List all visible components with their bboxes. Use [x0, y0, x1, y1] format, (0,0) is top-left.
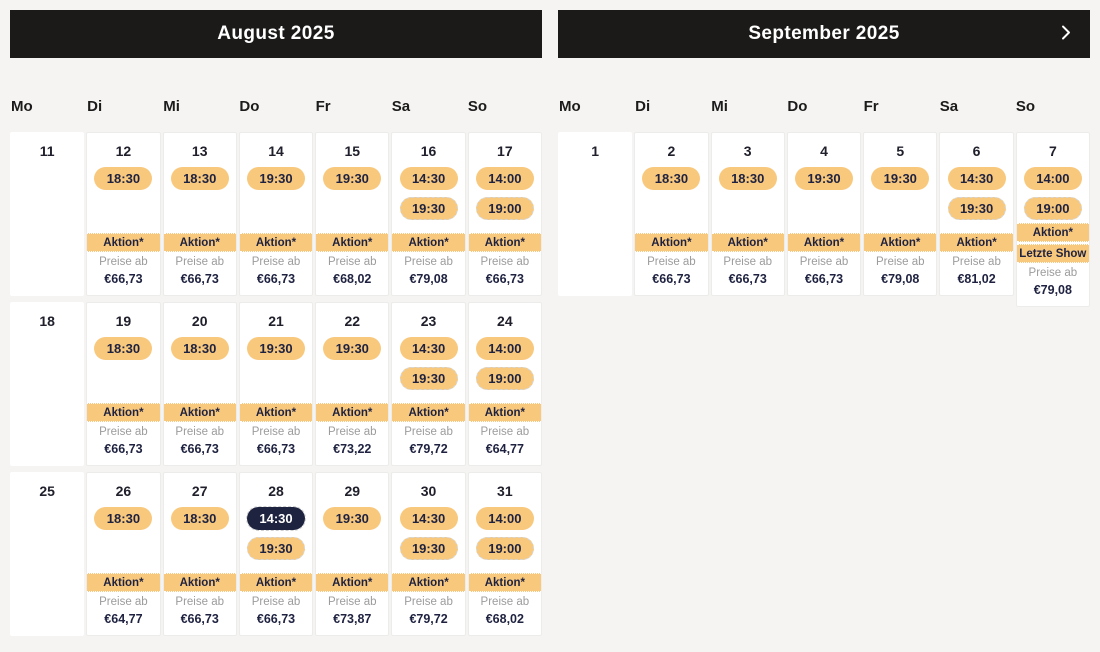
- showtime-pill[interactable]: 19:00: [476, 197, 534, 220]
- price-value: €66,73: [652, 272, 691, 286]
- aktion-badge: Aktion*: [164, 573, 236, 592]
- showtime-pill[interactable]: 18:30: [94, 337, 152, 360]
- badge-area: [940, 233, 1012, 295]
- aktion-badge: Aktion*: [940, 233, 1012, 252]
- date-label: 2: [667, 143, 676, 159]
- price-from-label: Preise ab: [327, 596, 377, 608]
- month-panel: [558, 10, 1090, 636]
- aktion-badge: Aktion*: [240, 573, 312, 592]
- price-value: €66,73: [256, 442, 296, 456]
- date-label: 12: [115, 143, 132, 159]
- badge-area: [87, 573, 159, 635]
- price-from-label: Preise ab: [723, 256, 772, 268]
- day-header-mo: Mo: [11, 98, 33, 115]
- date-label: 30: [420, 483, 437, 499]
- price-value: €64,77: [104, 612, 143, 626]
- date-label: 23: [420, 313, 437, 329]
- aktion-badge: Aktion*: [469, 403, 541, 422]
- calendar-cell: [239, 132, 313, 296]
- price-from-label: Preise ab: [251, 426, 301, 438]
- date-label: 15: [344, 143, 361, 159]
- showtime-pill[interactable]: 19:30: [323, 167, 381, 190]
- showtime-pill[interactable]: 14:00: [476, 507, 534, 530]
- day-header-sa: Sa: [391, 98, 411, 115]
- price-from-label: Preise ab: [404, 426, 453, 438]
- price-value: €66,73: [728, 272, 767, 286]
- showtime-pill[interactable]: 14:00: [476, 337, 534, 360]
- aktion-badge: Aktion*: [1017, 223, 1089, 242]
- date-label: 16: [420, 143, 437, 159]
- showtime-pill[interactable]: 19:30: [247, 167, 305, 190]
- price-value: €64,77: [485, 442, 524, 456]
- date-label: 19: [115, 313, 132, 329]
- price-value: €66,73: [104, 272, 143, 286]
- badge-area: [87, 233, 159, 295]
- calendar-cell-empty: [10, 132, 84, 296]
- calendar-cell-empty: [10, 302, 84, 466]
- showtime-pill[interactable]: 14:00: [1024, 167, 1082, 190]
- price-from-label: Preise ab: [175, 256, 224, 268]
- calendar-cell: [391, 132, 465, 296]
- showtime-pill[interactable]: 14:30: [400, 337, 458, 360]
- badge-area: [392, 573, 464, 635]
- showtime-pill[interactable]: 18:30: [171, 337, 229, 360]
- price-from-label: Preise ab: [799, 256, 849, 268]
- showtime-pill[interactable]: 14:30: [400, 167, 458, 190]
- showtime-pill[interactable]: 14:00: [476, 167, 534, 190]
- price-value: €66,73: [485, 272, 524, 286]
- badge-area: [469, 573, 541, 635]
- date-label: 11: [39, 143, 55, 159]
- calendar-cell: [86, 472, 160, 636]
- aktion-badge: Aktion*: [87, 573, 159, 592]
- price-from-label: Preise ab: [952, 256, 1001, 268]
- date-label: 25: [39, 483, 55, 499]
- badge-area: [316, 573, 388, 635]
- price-from-label: Preise ab: [251, 256, 301, 268]
- date-label: 4: [820, 143, 828, 159]
- date-label: 3: [743, 143, 752, 159]
- aktion-badge: Aktion*: [392, 233, 464, 252]
- badge-area: [469, 233, 541, 295]
- badge-area: [469, 403, 541, 465]
- badge-area: [392, 233, 464, 295]
- calendar-cell: [163, 132, 237, 296]
- badge-area: [164, 573, 236, 635]
- calendar-cell: [1016, 132, 1090, 307]
- calendar-cell: [787, 132, 861, 296]
- price-from-label: Preise ab: [327, 426, 377, 438]
- badge-area: [240, 573, 312, 635]
- day-header-so: So: [467, 98, 488, 115]
- price-from-label: Preise ab: [647, 256, 696, 268]
- badge-area: [316, 403, 388, 465]
- price-value: €81,02: [957, 272, 996, 286]
- showtime-pill[interactable]: 19:30: [400, 537, 458, 560]
- price-value: €66,73: [180, 272, 219, 286]
- showtime-pill[interactable]: 19:30: [400, 197, 458, 220]
- showtime-pill[interactable]: 14:30: [948, 167, 1006, 190]
- calendar-cell: [315, 132, 389, 296]
- badge-area: [240, 403, 312, 465]
- calendar-cell: [86, 302, 160, 466]
- calendar-cell: [468, 302, 542, 466]
- price-value: €66,73: [104, 442, 143, 456]
- badge-area: [864, 233, 936, 295]
- badge-area: [240, 233, 312, 295]
- day-header-di: Di: [87, 98, 103, 115]
- date-label: 5: [896, 143, 905, 159]
- aktion-badge: Aktion*: [164, 403, 236, 422]
- aktion-badge: Aktion*: [240, 233, 312, 252]
- date-label: 20: [191, 313, 208, 329]
- badge-area: [316, 233, 388, 295]
- day-header-do: Do: [239, 98, 260, 115]
- calendar-cell: [939, 132, 1013, 296]
- calendar-cell: [239, 472, 313, 636]
- calendar-cell: [634, 132, 708, 296]
- price-value: €66,73: [180, 442, 219, 456]
- price-from-label: Preise ab: [99, 256, 148, 268]
- date-label: 21: [268, 313, 284, 329]
- showtime-pill[interactable]: 19:30: [247, 537, 305, 560]
- price-from-label: Preise ab: [327, 256, 377, 268]
- calendar-cell: [315, 302, 389, 466]
- calendar-cell: [163, 472, 237, 636]
- price-value: €68,02: [485, 612, 524, 626]
- month-header: [10, 10, 542, 58]
- month-header: [558, 10, 1090, 58]
- aktion-badge: Aktion*: [392, 573, 464, 592]
- day-header-row: [10, 98, 542, 115]
- price-from-label: Preise ab: [1028, 267, 1078, 279]
- calendar-cell: [468, 472, 542, 636]
- price-from-label: Preise ab: [404, 256, 453, 268]
- showtime-pill[interactable]: 14:30: [400, 507, 458, 530]
- date-label: 26: [115, 483, 132, 499]
- price-value: €79,08: [881, 272, 920, 286]
- month-panel: [10, 10, 542, 636]
- badge-area: [635, 233, 707, 295]
- day-header-row: [558, 98, 1090, 115]
- showtime-pill[interactable]: 19:30: [795, 167, 853, 190]
- chevron-right-icon: [1057, 24, 1075, 45]
- showtime-pill[interactable]: 18:30: [94, 167, 152, 190]
- showtime-pill[interactable]: 19:30: [323, 507, 381, 530]
- date-label: 18: [39, 313, 55, 329]
- price-from-label: Preise ab: [175, 596, 224, 608]
- calendar-cell: [391, 302, 465, 466]
- date-label: 27: [191, 483, 208, 499]
- showtime-pill[interactable]: 19:00: [1024, 197, 1082, 220]
- aktion-badge: Aktion*: [864, 233, 936, 252]
- price-value: €66,73: [180, 612, 219, 626]
- aktion-badge: Aktion*: [788, 233, 860, 252]
- next-month-button[interactable]: [1055, 22, 1077, 47]
- calendar-cell: [239, 302, 313, 466]
- price-from-label: Preise ab: [480, 426, 530, 438]
- date-label: 14: [268, 143, 284, 159]
- price-value: €68,02: [333, 272, 372, 286]
- badge-area: [87, 403, 159, 465]
- badge-area: [788, 233, 860, 295]
- aktion-badge: Aktion*: [635, 233, 707, 252]
- aktion-badge: Aktion*: [87, 233, 159, 252]
- day-header-fr: Fr: [315, 98, 331, 115]
- date-label: 1: [591, 143, 600, 159]
- date-label: 24: [497, 313, 513, 329]
- day-header-di: Di: [635, 98, 651, 115]
- calendar-grid: [10, 132, 542, 636]
- day-header-mo: Mo: [559, 98, 581, 115]
- day-header-do: Do: [787, 98, 808, 115]
- price-value: €79,08: [1033, 283, 1072, 297]
- showtime-pill[interactable]: 18:30: [642, 167, 700, 190]
- aktion-badge: Aktion*: [469, 573, 541, 592]
- price-value: €66,73: [804, 272, 844, 286]
- price-value: €73,22: [333, 442, 372, 456]
- price-from-label: Preise ab: [875, 256, 925, 268]
- showtime-pill[interactable]: 19:30: [247, 337, 305, 360]
- date-label: 28: [268, 483, 284, 499]
- badge-area: [164, 233, 236, 295]
- aktion-badge: Aktion*: [316, 573, 388, 592]
- calendar-cell: [315, 472, 389, 636]
- calendar-cell: [711, 132, 785, 296]
- day-header-mi: Mi: [711, 98, 728, 115]
- showtime-pill[interactable]: 19:30: [400, 367, 458, 390]
- price-from-label: Preise ab: [99, 426, 148, 438]
- day-header-fr: Fr: [863, 98, 879, 115]
- showtime-pill[interactable]: 18:30: [171, 507, 229, 530]
- price-value: €73,87: [333, 612, 372, 626]
- month-title: September 2025: [748, 23, 900, 44]
- calendar-grid: [558, 132, 1090, 307]
- calendar-cell: [468, 132, 542, 296]
- showtime-pill[interactable]: 18:30: [171, 167, 229, 190]
- aktion-badge: Aktion*: [87, 403, 159, 422]
- showtime-pill[interactable]: 19:30: [871, 167, 929, 190]
- calendar-cell: [163, 302, 237, 466]
- price-from-label: Preise ab: [480, 596, 530, 608]
- letzte-show-badge: Letzte Show: [1017, 244, 1089, 263]
- badge-area: [1017, 223, 1089, 306]
- date-label: 22: [344, 313, 361, 329]
- calendar-cell: [863, 132, 937, 296]
- day-header-mi: Mi: [163, 98, 180, 115]
- date-label: 31: [497, 483, 513, 499]
- aktion-badge: Aktion*: [392, 403, 464, 422]
- showtime-pill[interactable]: 19:30: [323, 337, 381, 360]
- price-value: €79,08: [409, 272, 448, 286]
- badge-area: [712, 233, 784, 295]
- date-label: 29: [344, 483, 361, 499]
- price-from-label: Preise ab: [251, 596, 301, 608]
- badge-area: [164, 403, 236, 465]
- showtime-pill-selected[interactable]: 14:30: [247, 507, 305, 530]
- date-label: 13: [191, 143, 208, 159]
- showtime-pill[interactable]: 19:00: [476, 367, 534, 390]
- price-value: €79,72: [409, 612, 448, 626]
- price-from-label: Preise ab: [404, 596, 453, 608]
- price-value: €79,72: [409, 442, 448, 456]
- price-from-label: Preise ab: [480, 256, 530, 268]
- aktion-badge: Aktion*: [316, 233, 388, 252]
- price-value: €66,73: [256, 272, 296, 286]
- showtime-pill[interactable]: 18:30: [94, 507, 152, 530]
- badge-area: [392, 403, 464, 465]
- calendar-cell: [391, 472, 465, 636]
- price-from-label: Preise ab: [99, 596, 148, 608]
- aktion-badge: Aktion*: [240, 403, 312, 422]
- day-header-sa: Sa: [939, 98, 959, 115]
- aktion-badge: Aktion*: [164, 233, 236, 252]
- aktion-badge: Aktion*: [469, 233, 541, 252]
- showtime-pill[interactable]: 19:00: [476, 537, 534, 560]
- showtime-pill[interactable]: 19:30: [948, 197, 1006, 220]
- price-value: €66,73: [256, 612, 296, 626]
- price-from-label: Preise ab: [175, 426, 224, 438]
- calendar-cell: [86, 132, 160, 296]
- aktion-badge: Aktion*: [712, 233, 784, 252]
- month-title: August 2025: [217, 23, 335, 44]
- calendar-cell-empty: [558, 132, 632, 296]
- showtime-pill[interactable]: 18:30: [719, 167, 777, 190]
- aktion-badge: Aktion*: [316, 403, 388, 422]
- day-header-so: So: [1015, 98, 1036, 115]
- calendar-cell-empty: [10, 472, 84, 636]
- date-label: 7: [1048, 143, 1057, 159]
- date-label: 6: [972, 143, 981, 159]
- date-label: 17: [497, 143, 513, 159]
